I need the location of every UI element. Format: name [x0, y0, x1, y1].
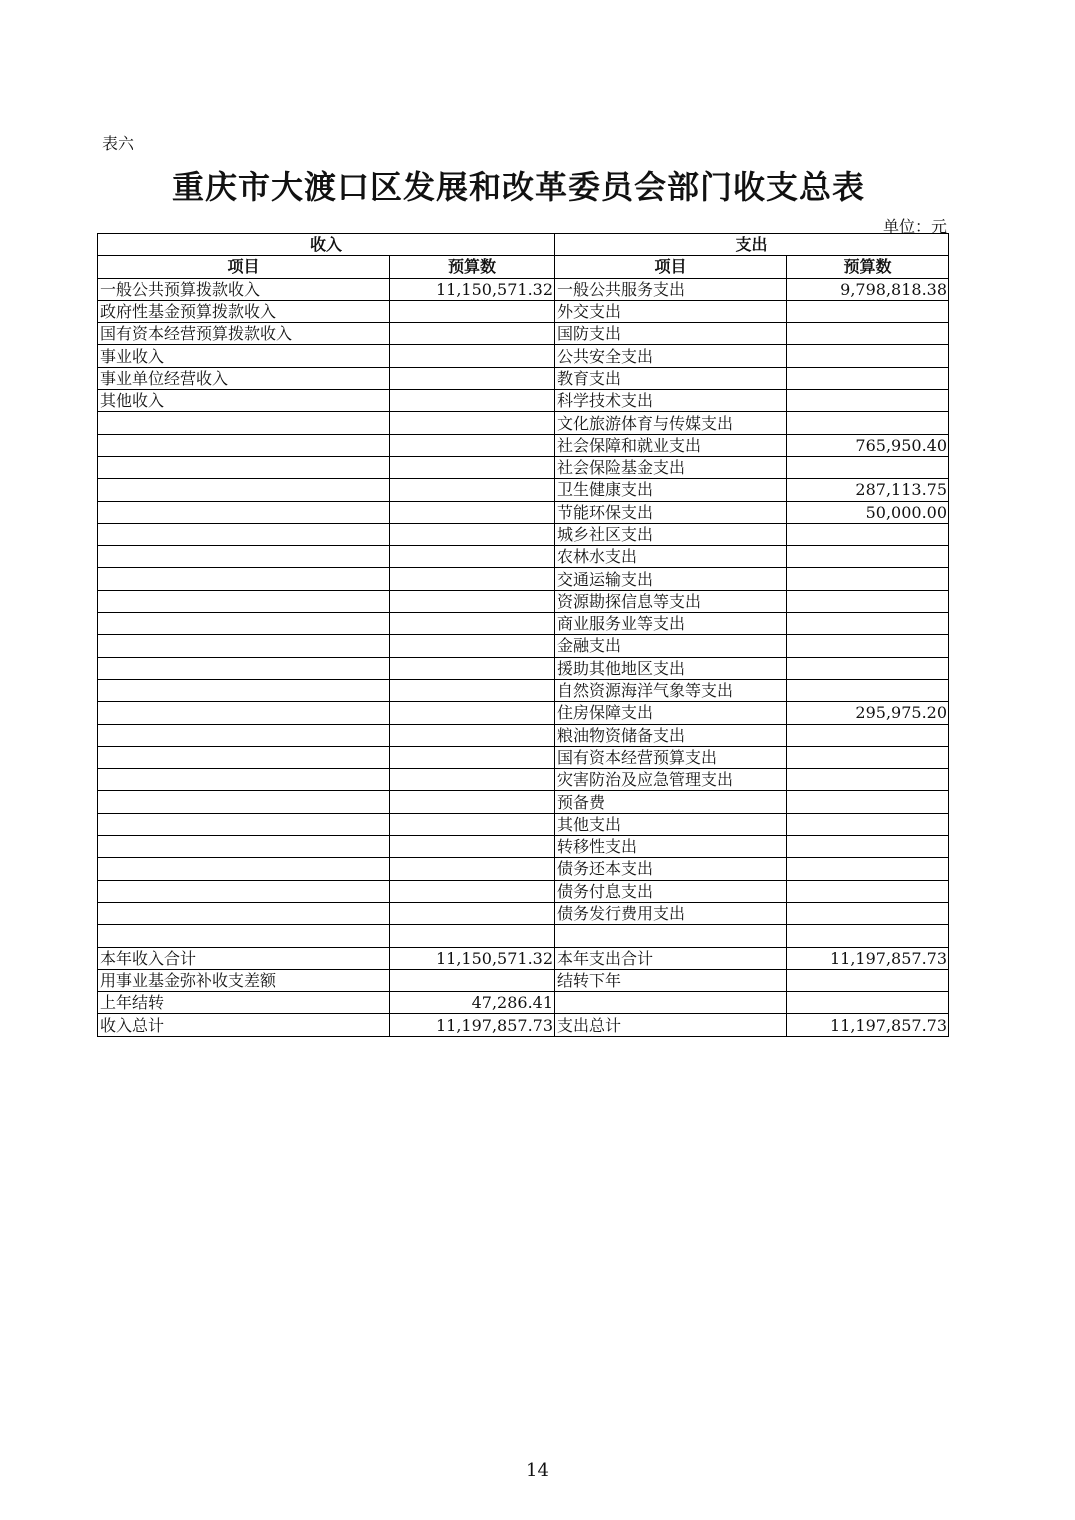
- income-item-cell: [98, 902, 390, 924]
- expenditure-item-cell: 转移性支出: [555, 836, 787, 858]
- expenditure-item-cell: 科学技术支出: [555, 390, 787, 412]
- expenditure-amount-cell: 50,000.00: [787, 501, 949, 523]
- income-item-cell: [98, 925, 390, 947]
- expenditure-item-cell: 预备费: [555, 791, 787, 813]
- income-amount-cell: [390, 568, 555, 590]
- expenditure-amount-cell: [787, 813, 949, 835]
- expenditure-amount-cell: [787, 546, 949, 568]
- expenditure-amount-cell: [787, 635, 949, 657]
- expenditure-item-cell: 粮油物资储备支出: [555, 724, 787, 746]
- header-row-groups: [98, 234, 949, 256]
- expenditure-amount-cell: [787, 746, 949, 768]
- expenditure-item-cell: 灾害防治及应急管理支出: [555, 769, 787, 791]
- income-amount-cell: [390, 657, 555, 679]
- expenditure-item-cell: 社会保障和就业支出: [555, 434, 787, 456]
- expenditure-item-cell: 债务发行费用支出: [555, 902, 787, 924]
- expenditure-amount-cell: 11,197,857.73: [787, 1014, 949, 1036]
- expenditure-item-cell: 住房保障支出: [555, 702, 787, 724]
- income-amount-cell: [390, 323, 555, 345]
- budget-table: [97, 233, 949, 1037]
- expenditure-amount-cell: [787, 925, 949, 947]
- table-row: [98, 613, 949, 635]
- table-row: [98, 836, 949, 858]
- income-item-cell: [98, 679, 390, 701]
- income-amount-cell: [390, 813, 555, 835]
- expenditure-item-cell: 债务付息支出: [555, 880, 787, 902]
- income-amount-cell: [390, 523, 555, 545]
- expenditure-item-cell: 国有资本经营预算支出: [555, 746, 787, 768]
- income-item-cell: [98, 836, 390, 858]
- expenditure-amount-cell: [787, 769, 949, 791]
- income-amount-cell: 11,197,857.73: [390, 1014, 555, 1036]
- income-item-cell: [98, 590, 390, 612]
- expenditure-item-cell: 结转下年: [555, 969, 787, 991]
- income-item-cell: [98, 769, 390, 791]
- table-row: [98, 813, 949, 835]
- expenditure-amount-cell: [787, 992, 949, 1014]
- income-amount-cell: [390, 590, 555, 612]
- expenditure-amount-cell: 765,950.40: [787, 434, 949, 456]
- income-item-cell: [98, 412, 390, 434]
- expenditure-amount-cell: [787, 590, 949, 612]
- table-row: [98, 635, 949, 657]
- table-row: [98, 925, 949, 947]
- income-amount-cell: [390, 390, 555, 412]
- income-item-header: 项目: [98, 256, 390, 278]
- table-row: [98, 969, 949, 991]
- expenditure-amount-cell: 287,113.75: [787, 479, 949, 501]
- expenditure-item-cell: 其他支出: [555, 813, 787, 835]
- table-row: [98, 479, 949, 501]
- income-amount-cell: [390, 434, 555, 456]
- income-item-cell: 收入总计: [98, 1014, 390, 1036]
- header-row-columns: [98, 256, 949, 278]
- table-row: [98, 746, 949, 768]
- income-amount-cell: [390, 836, 555, 858]
- income-amount-cell: [390, 613, 555, 635]
- table-row: [98, 434, 949, 456]
- table-body: [98, 278, 949, 1036]
- expenditure-item-header: 项目: [555, 256, 787, 278]
- income-amount-cell: [390, 791, 555, 813]
- expenditure-amount-cell: [787, 791, 949, 813]
- expenditure-item-cell: 资源勘探信息等支出: [555, 590, 787, 612]
- expenditure-item-cell: 援助其他地区支出: [555, 657, 787, 679]
- table-label: 表六: [102, 134, 135, 153]
- table-row: [98, 412, 949, 434]
- income-header: 收入: [98, 234, 555, 256]
- income-amount-cell: [390, 501, 555, 523]
- income-amount-cell: [390, 746, 555, 768]
- unit-label: 单位：元: [882, 217, 947, 236]
- income-item-cell: [98, 546, 390, 568]
- income-item-cell: 本年收入合计: [98, 947, 390, 969]
- expenditure-amount-cell: [787, 679, 949, 701]
- expenditure-amount-cell: [787, 880, 949, 902]
- income-amount-cell: [390, 969, 555, 991]
- income-budget-header: 预算数: [390, 256, 555, 278]
- table-row: [98, 769, 949, 791]
- table-row: [98, 902, 949, 924]
- expenditure-amount-cell: [787, 836, 949, 858]
- expenditure-item-cell: 自然资源海洋气象等支出: [555, 679, 787, 701]
- table-row: [98, 568, 949, 590]
- table-row: [98, 858, 949, 880]
- income-amount-cell: [390, 367, 555, 389]
- table-row: [98, 523, 949, 545]
- expenditure-amount-cell: [787, 969, 949, 991]
- income-amount-cell: [390, 412, 555, 434]
- expenditure-amount-cell: [787, 323, 949, 345]
- income-item-cell: [98, 858, 390, 880]
- income-item-cell: 一般公共预算拨款收入: [98, 278, 390, 300]
- income-amount-cell: 47,286.41: [390, 992, 555, 1014]
- expenditure-amount-cell: [787, 456, 949, 478]
- income-item-cell: [98, 657, 390, 679]
- income-amount-cell: [390, 300, 555, 322]
- income-item-cell: 政府性基金预算拨款收入: [98, 300, 390, 322]
- income-amount-cell: [390, 345, 555, 367]
- income-amount-cell: 11,150,571.32: [390, 947, 555, 969]
- income-item-cell: [98, 791, 390, 813]
- income-amount-cell: 11,150,571.32: [390, 278, 555, 300]
- expenditure-item-cell: 国防支出: [555, 323, 787, 345]
- income-item-cell: [98, 613, 390, 635]
- income-item-cell: [98, 456, 390, 478]
- expenditure-amount-cell: [787, 523, 949, 545]
- income-item-cell: [98, 501, 390, 523]
- table-row: [98, 791, 949, 813]
- expenditure-amount-cell: [787, 345, 949, 367]
- table-row: [98, 323, 949, 345]
- table-row: [98, 992, 949, 1014]
- expenditure-amount-cell: [787, 390, 949, 412]
- expenditure-item-cell: 金融支出: [555, 635, 787, 657]
- expenditure-amount-cell: [787, 657, 949, 679]
- expenditure-amount-cell: [787, 367, 949, 389]
- income-item-cell: [98, 724, 390, 746]
- table-row: [98, 390, 949, 412]
- expenditure-amount-cell: [787, 724, 949, 746]
- income-amount-cell: [390, 702, 555, 724]
- expenditure-item-cell: 交通运输支出: [555, 568, 787, 590]
- expenditure-amount-cell: [787, 613, 949, 635]
- table-row: [98, 345, 949, 367]
- table-row: [98, 501, 949, 523]
- income-amount-cell: [390, 724, 555, 746]
- income-amount-cell: [390, 679, 555, 701]
- expenditure-item-cell: [555, 992, 787, 1014]
- table-row: [98, 724, 949, 746]
- income-item-cell: [98, 813, 390, 835]
- income-amount-cell: [390, 635, 555, 657]
- income-item-cell: [98, 479, 390, 501]
- table-row: [98, 590, 949, 612]
- income-amount-cell: [390, 858, 555, 880]
- expenditure-amount-cell: [787, 300, 949, 322]
- expenditure-item-cell: 卫生健康支出: [555, 479, 787, 501]
- expenditure-item-cell: 外交支出: [555, 300, 787, 322]
- income-item-cell: [98, 635, 390, 657]
- table-row: [98, 278, 949, 300]
- table-row: [98, 947, 949, 969]
- table-row: [98, 546, 949, 568]
- income-amount-cell: [390, 479, 555, 501]
- expenditure-item-cell: [555, 925, 787, 947]
- income-item-cell: [98, 434, 390, 456]
- expenditure-item-cell: 社会保险基金支出: [555, 456, 787, 478]
- income-item-cell: 其他收入: [98, 390, 390, 412]
- expenditure-amount-cell: [787, 568, 949, 590]
- income-amount-cell: [390, 880, 555, 902]
- table-row: [98, 679, 949, 701]
- expenditure-item-cell: 农林水支出: [555, 546, 787, 568]
- income-item-cell: [98, 746, 390, 768]
- expenditure-item-cell: 教育支出: [555, 367, 787, 389]
- table-row: [98, 456, 949, 478]
- table-row: [98, 880, 949, 902]
- income-item-cell: 国有资本经营预算拨款收入: [98, 323, 390, 345]
- income-item-cell: 事业收入: [98, 345, 390, 367]
- income-amount-cell: [390, 456, 555, 478]
- expenditure-item-cell: 一般公共服务支出: [555, 278, 787, 300]
- expenditure-amount-cell: 295,975.20: [787, 702, 949, 724]
- expenditure-item-cell: 公共安全支出: [555, 345, 787, 367]
- income-item-cell: [98, 880, 390, 902]
- expenditure-item-cell: 本年支出合计: [555, 947, 787, 969]
- expenditure-amount-cell: [787, 902, 949, 924]
- page-title: 重庆市大渡口区发展和改革委员会部门收支总表: [171, 168, 865, 206]
- expenditure-item-cell: 城乡社区支出: [555, 523, 787, 545]
- expenditure-item-cell: 支出总计: [555, 1014, 787, 1036]
- table-row: [98, 1014, 949, 1036]
- income-item-cell: [98, 568, 390, 590]
- income-item-cell: 上年结转: [98, 992, 390, 1014]
- expenditure-amount-cell: 11,197,857.73: [787, 947, 949, 969]
- table-row: [98, 367, 949, 389]
- income-item-cell: [98, 702, 390, 724]
- page-number: 14: [526, 1460, 549, 1481]
- income-item-cell: [98, 523, 390, 545]
- income-item-cell: 事业单位经营收入: [98, 367, 390, 389]
- expenditure-item-cell: 债务还本支出: [555, 858, 787, 880]
- expenditure-item-cell: 节能环保支出: [555, 501, 787, 523]
- expenditure-budget-header: 预算数: [787, 256, 949, 278]
- table-row: [98, 702, 949, 724]
- income-item-cell: 用事业基金弥补收支差额: [98, 969, 390, 991]
- table-row: [98, 300, 949, 322]
- expenditure-amount-cell: [787, 412, 949, 434]
- income-amount-cell: [390, 925, 555, 947]
- income-amount-cell: [390, 546, 555, 568]
- expenditure-header: 支出: [555, 234, 949, 256]
- expenditure-amount-cell: 9,798,818.38: [787, 278, 949, 300]
- income-amount-cell: [390, 902, 555, 924]
- income-amount-cell: [390, 769, 555, 791]
- expenditure-item-cell: 商业服务业等支出: [555, 613, 787, 635]
- expenditure-item-cell: 文化旅游体育与传媒支出: [555, 412, 787, 434]
- table-row: [98, 657, 949, 679]
- expenditure-amount-cell: [787, 858, 949, 880]
